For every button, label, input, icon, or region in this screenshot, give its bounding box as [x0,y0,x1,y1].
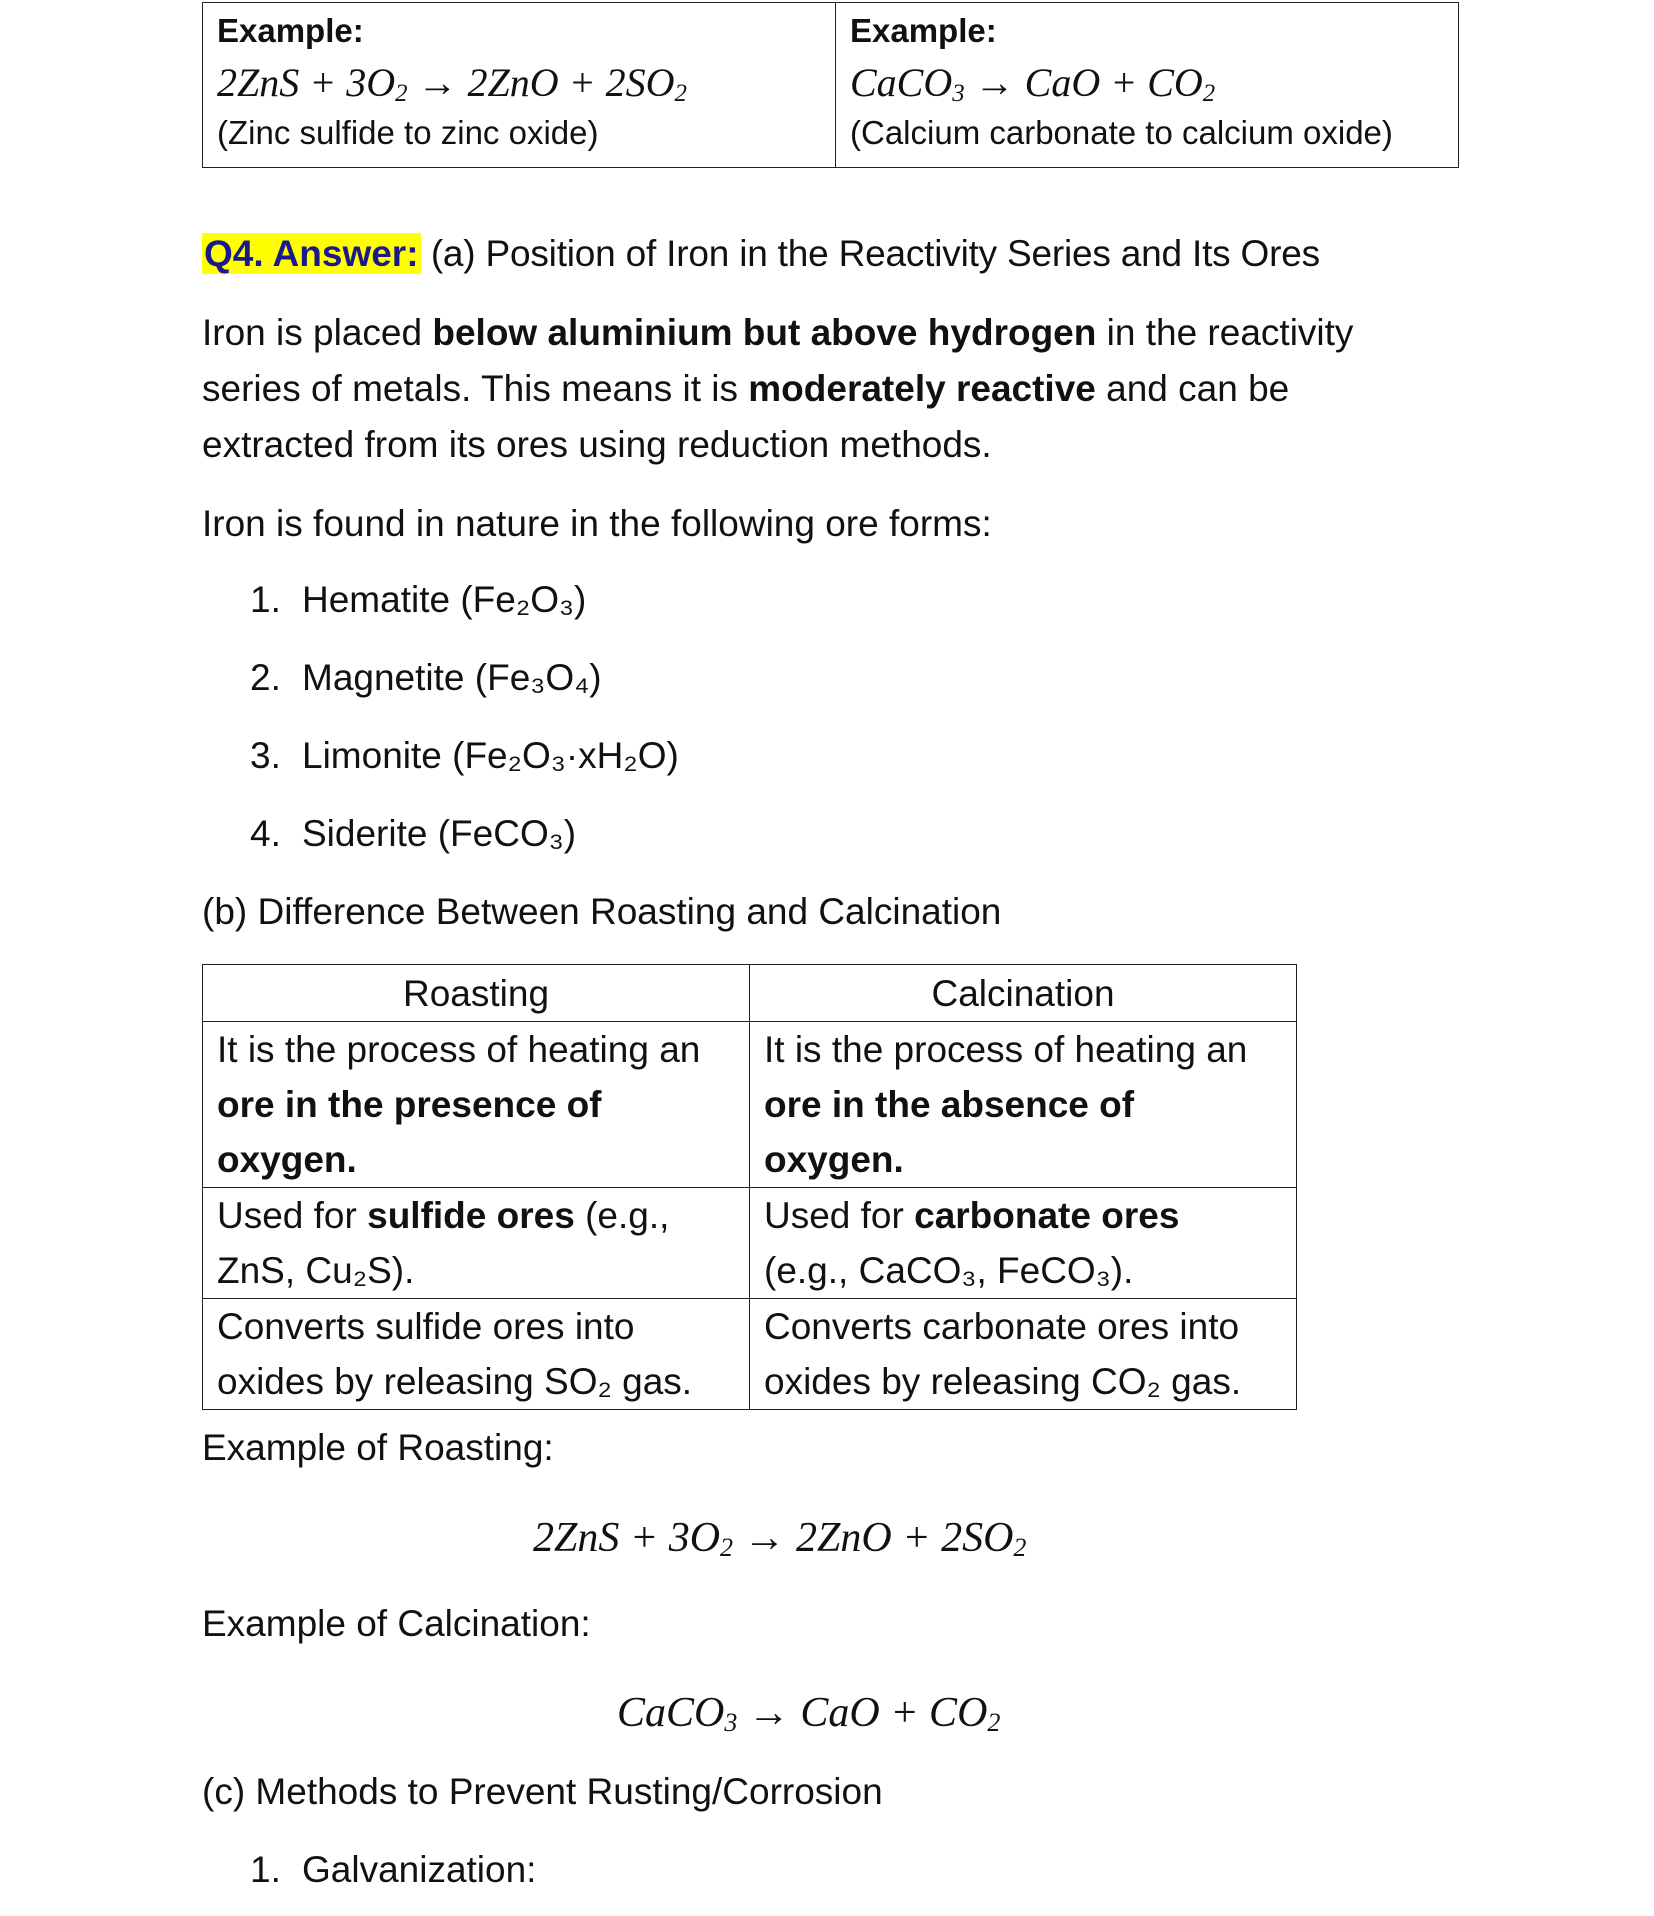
question-heading [202,228,1320,280]
comparison-table [202,964,1297,1410]
table-row [203,1299,1297,1410]
example-table [202,2,1459,168]
calcium-equation: CaCO$_3$ → CaO + $CO_2$ [850,60,1216,107]
table-row [203,1022,1297,1188]
section-c-title: (c) Methods to Prevent Rusting/Corrosion [202,1771,883,1812]
table-cell: It is the process of heating an ore in the presence of oxygen. [203,1022,750,1188]
calcination-example-label: Example of Calcination: [202,1603,591,1644]
roasting-example-cell [203,3,836,168]
list-item: 2. Magnetite (Fe₃O₄) [250,657,602,698]
table-cell: Used for sulfide ores (e.g., ZnS, Cu₂S). [203,1188,750,1299]
column-header-calcination: Calcination [750,965,1297,1022]
example-label: Example: [217,12,364,49]
section-a-title: (a) Position of Iron in the Reactivity Series and Its Ores [430,233,1320,274]
reactivity-paragraph: Iron is placed below aluminium but above hydrogen in the reactivity series of metals. This means it is moderately reactive and can be extracted from its ores using reduction methods. [202,312,1354,465]
table-cell: Converts sulfide ores into oxides by releasing SO₂ gas. [203,1299,750,1410]
table-row [203,1188,1297,1299]
answer-tag: Q4. Answer: [204,233,419,274]
calcination-equation: CaCO$_3$ → CaO + $CO_2$ [617,1690,1001,1738]
list-item: 1. Galvanization: [250,1849,537,1890]
list-item: 4. Siderite (FeCO₃) [250,813,577,854]
ore-intro-paragraph: Iron is found in nature in the following ore forms: [202,503,992,544]
calcination-example-cell [836,3,1459,168]
list-item: 1. Hematite (Fe₂O₃) [250,579,587,620]
example-label: Example: [850,12,997,49]
example-note: (Zinc sulfide to zinc oxide) [217,114,599,151]
table-cell: It is the process of heating an ore in the absence of oxygen. [750,1022,1297,1188]
column-header-roasting: Roasting [203,965,750,1022]
section-b-title: (b) Difference Between Roasting and Calcination [202,891,1002,932]
table-cell: Converts carbonate ores into oxides by releasing CO₂ gas. [750,1299,1297,1410]
example-note: (Calcium carbonate to calcium oxide) [850,114,1393,151]
roasting-example-label: Example of Roasting: [202,1427,554,1468]
list-item: 3. Limonite (Fe₂O₃·xH₂O) [250,735,679,776]
table-cell: Used for carbonate ores (e.g., CaCO₃, FeCO₃). [750,1188,1297,1299]
zinc-equation: $2ZnS + 3O_2 \to 2ZnO + 2SO_2$ [217,60,687,107]
roasting-equation: $2ZnS + 3O_2 \to 2ZnO + 2SO_2$ [533,1515,1027,1563]
